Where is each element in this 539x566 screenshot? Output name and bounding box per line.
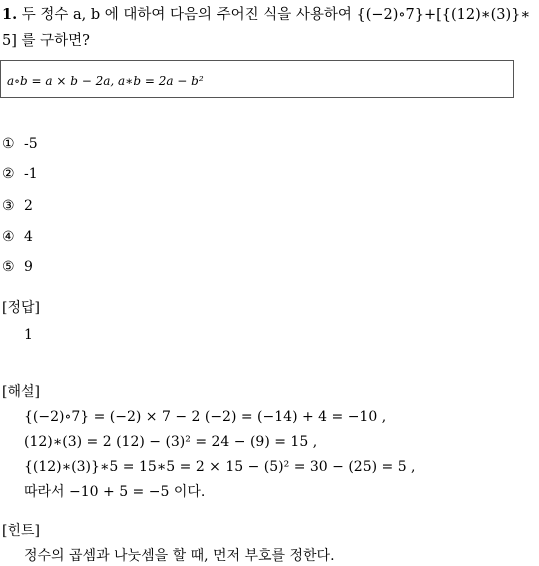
answer-label: [정답] (2, 300, 40, 316)
choice-value: -5 (24, 136, 38, 152)
question-line-2 (2, 32, 90, 50)
question-line-1 (2, 6, 530, 24)
hint-text: 정수의 곱셈과 나눗셈을 할 때, 먼저 부호를 정한다. (24, 548, 335, 564)
choice-5 (2, 258, 33, 276)
hint-label: [힌트] (2, 523, 40, 539)
choice-mark: ① (2, 136, 15, 152)
choice-2 (2, 165, 38, 183)
choice-value: 9 (24, 259, 33, 275)
question-text-1: 두 정수 a, b 에 대하여 다음의 주어진 식을 사용하여 {(−2)∘7}+[{(12)∗(3)}∗ (21, 7, 531, 23)
question-number: 1. (2, 6, 18, 23)
choice-mark: ② (2, 166, 15, 182)
explanation-line-4: 따라서 −10 + 5 = −5 이다. (24, 484, 206, 500)
choice-value: -1 (24, 166, 38, 182)
explanation-line-2: (12)∗(3) = 2 (12) − (3)² = 24 − (9) = 15 , (24, 434, 318, 450)
choice-mark: ⑤ (2, 259, 15, 275)
answer-value: 1 (24, 327, 33, 343)
explanation-label: [해설] (2, 384, 40, 400)
explanation-line-3: {(12)∗(3)}∗5 = 15∗5 = 2 × 15 − (5)² = 30 − (25) = 5 , (24, 459, 416, 475)
choice-3 (2, 197, 33, 215)
choice-value: 4 (24, 229, 33, 245)
choice-4 (2, 228, 33, 246)
definition-box (0, 60, 514, 98)
explanation-line-1: {(−2)∘7} = (−2) × 7 − 2 (−2) = (−14) + 4 = −10 , (24, 409, 387, 425)
definition-formula: a∘b = a × b − 2a, a∗b = 2a − b² (7, 74, 204, 88)
choice-value: 2 (24, 198, 33, 214)
choice-mark: ③ (2, 198, 15, 214)
choice-mark: ④ (2, 229, 15, 245)
choice-1 (2, 135, 38, 153)
question-text-2: 5] 를 구하면? (2, 33, 90, 49)
